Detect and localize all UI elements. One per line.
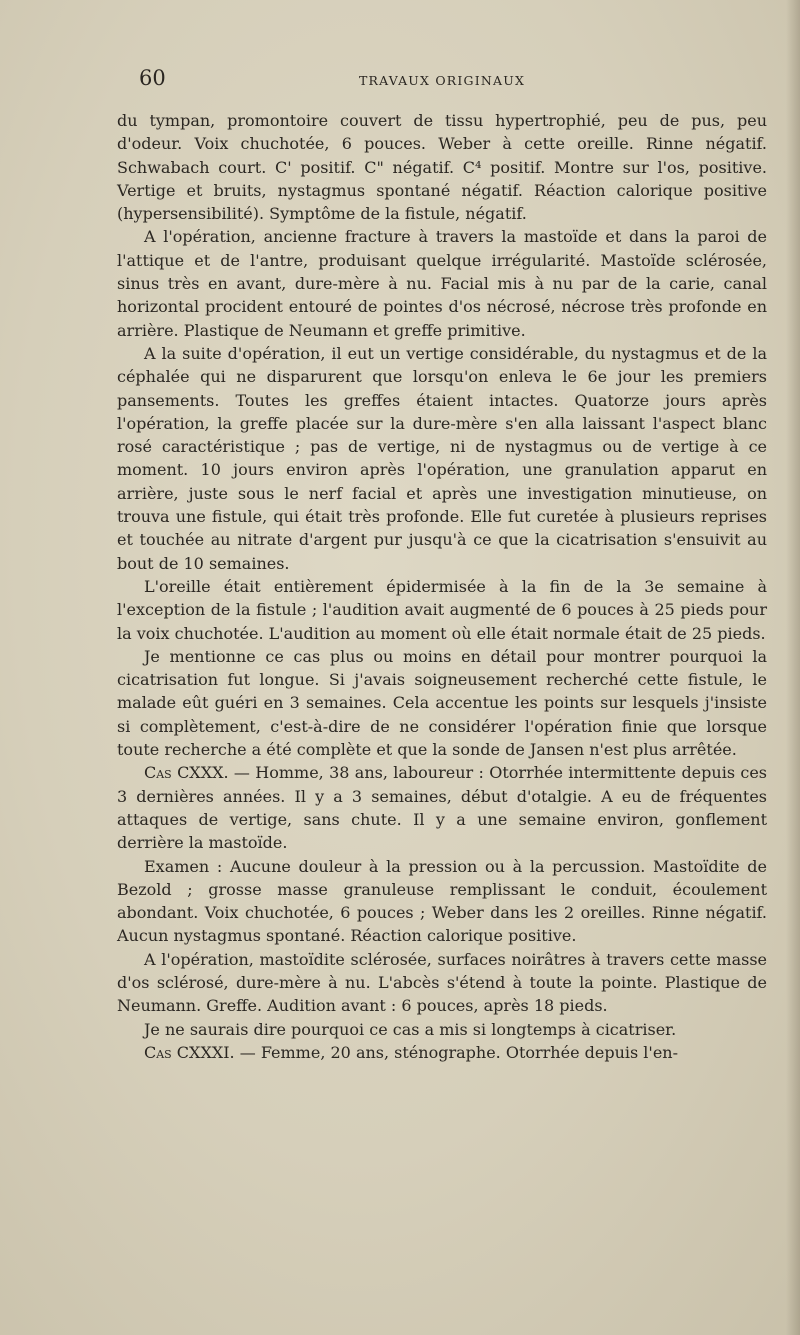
paragraph-case bbox=[117, 761, 767, 854]
paragraph-text: — Homme, 38 ans, laboureur : Otorrhée intermittente depuis ces 3 dernières années. Il y a 3 semaines, début d'otalgie. A eu de fréquentes attaques de vertige, sans chute. Il y a une semaine environ, gonflement derrière la mastoïde. bbox=[117, 763, 768, 853]
paragraph-text: Je ne saurais dire pourquoi ce cas a mis si longtemps à cicatriser. bbox=[144, 1019, 677, 1039]
paragraph bbox=[117, 225, 767, 341]
paragraph-text: A l'opération, ancienne fracture à travers la mastoïde et dans la paroi de l'attique et de l'antre, produisant quelque irrégularité. Mastoïde sclérosée, sinus très en avant, dure-mère à nu. Facial mis à nu par de la carie, canal horizontal procident entouré de pointes d'os nécrosé, nécrose très profonde en arrière. Plastique de Neumann et greffe primitive. bbox=[117, 227, 767, 340]
paragraph bbox=[117, 645, 767, 761]
paragraph-text: A la suite d'opération, il eut un vertige considérable, du nystagmus et de la céphalée qui ne disparurent que lorsqu'on enleva le 6e jour les premiers pansements. Toutes les greffes étaient intactes. Quatorze jours après l'opération, la greffe placée sur la dure-mère s'en alla laissant l'aspect blanc rosé caractéristique ; pas de vertige, ni de nystagmus ou de vertige à ce moment. 10 jours environ après l'opération, une granulation apparut en arrière, juste sous le nerf facial et après une investigation minutieuse, on trouva une fistule, qui était très profonde. Elle fut curetée à plusieurs reprises et touchée au nitrate d'argent pur jusqu'à ce que la cicatrisation s'ensuivit au bout de 10 semaines. bbox=[117, 343, 767, 573]
paragraph-case bbox=[117, 1041, 767, 1064]
paragraph-text: — Femme, 20 ans, sténographe. Otorrhée depuis l'en- bbox=[234, 1042, 678, 1062]
paragraph-text: Je mentionne ce cas plus ou moins en détail pour montrer pourquoi la cicatrisation fut longue. Si j'avais soigneusement recherché cette fistule, le malade eût guéri en 3 semaines. Cela accentue les points sur lesquels j'insiste si complètement, c'est-à-dire de ne considérer l'opération finie que lorsque toute recherche a été complète et que la sonde de Jansen n'est plus arrêtée. bbox=[117, 646, 767, 760]
running-title: TRAVAUX ORIGINAUX bbox=[358, 73, 526, 88]
page-number: 60 bbox=[139, 66, 166, 90]
paragraph bbox=[117, 109, 767, 225]
body-text bbox=[117, 109, 767, 1064]
paragraph bbox=[117, 342, 767, 575]
paragraph bbox=[117, 855, 767, 948]
paragraph-text: L'oreille était entièrement épidermisée à la fin de la 3e semaine à l'exception de la fistule ; l'audition avait augmenté de 6 pouces à 25 pieds pour la voix chuchotée. L'audition au moment où elle était normale était de 25 pieds. bbox=[117, 576, 767, 643]
page-header bbox=[117, 64, 767, 98]
paragraph bbox=[117, 575, 767, 645]
case-label: Cas CXXXI. bbox=[144, 1042, 235, 1062]
page-edge-shadow bbox=[786, 0, 800, 1335]
paragraph bbox=[117, 1018, 767, 1041]
paragraph-text: A l'opération, mastoïdite sclérosée, surfaces noirâtres à travers cette masse d'os sclérosé, dure-mère à nu. L'abcès s'étend à toute la pointe. Plastique de Neumann. Greffe. Audition avant : 6 pouces, après 18 pieds. bbox=[117, 949, 767, 1016]
paragraph bbox=[117, 948, 767, 1018]
paragraph-text: du tympan, promontoire couvert de tissu hypertrophié, peu de pus, peu d'odeur. Voix chuchotée, 6 pouces. Weber à cette oreille. Rinne négatif. Schwabach court. C' positif. C" négatif. C⁴ positif. Montre sur l'os, positive. Vertige et bruits, nystagmus spontané négatif. Réaction calorique positive (hypersensibilité). Symptôme de la fistule, négatif. bbox=[117, 111, 767, 224]
case-label: Cas CXXX. bbox=[144, 763, 229, 783]
paragraph-text: Examen : Aucune douleur à la pression ou à la percussion. Mastoïdite de Bezold ; grosse masse granuleuse remplissant le conduit, écoulement abondant. Voix chuchotée, 6 pouces ; Weber dans les 2 oreilles. Rinne négatif. Aucun nystagmus spontané. Réaction calorique positive. bbox=[117, 856, 767, 946]
